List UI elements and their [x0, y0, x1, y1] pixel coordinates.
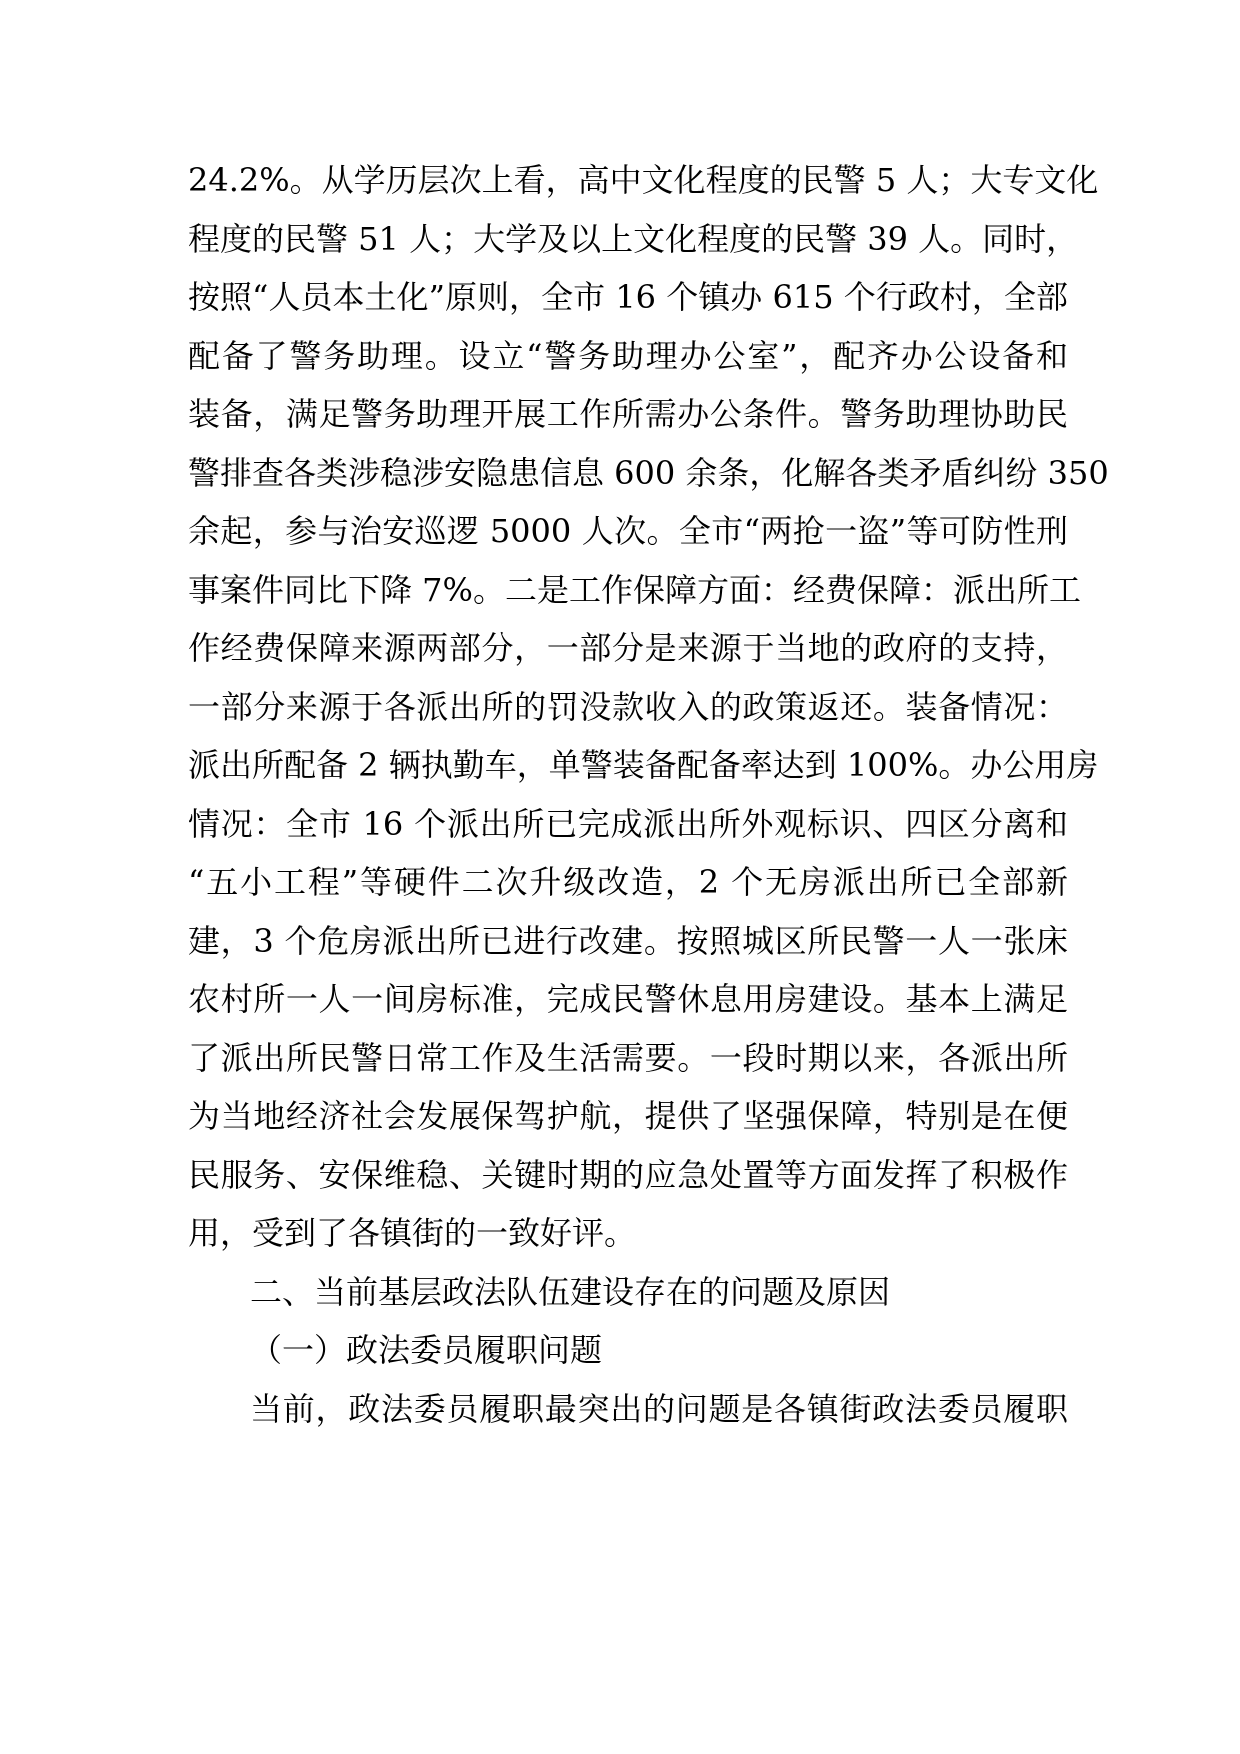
body-line: 为当地经济社会发展保驾护航，提供了坚强保障，特别是在便: [188, 1097, 1068, 1135]
body-line: 情况：全市 16 个派出所已完成派出所外观标识、四区分离和: [188, 805, 1068, 843]
body-line: “五小工程”等硬件二次升级改造，2 个无房派出所已全部新: [188, 863, 1068, 901]
body-line: 建，3 个危房派出所已进行改建。按照城区所民警一人一张床: [188, 922, 1068, 960]
body-line: 当前，政法委员履职最突出的问题是各镇街政法委员履职: [250, 1390, 1068, 1428]
body-line: 配备了警务助理。设立“警务助理办公室”，配齐办公设备和: [188, 337, 1068, 375]
body-line: 农村所一人一间房标准，完成民警休息用房建设。基本上满足: [188, 980, 1068, 1018]
body-line: 余起，参与治安巡逻 5000 人次。全市“两抢一盗”等可防性刑: [188, 512, 1068, 550]
body-line: 事案件同比下降 7%。二是工作保障方面：经费保障：派出所工: [188, 571, 1081, 609]
body-line: 一部分来源于各派出所的罚没款收入的政策返还。装备情况：: [188, 688, 1068, 726]
body-line: 装备，满足警务助理开展工作所需办公条件。警务助理协助民: [188, 395, 1068, 433]
body-line: 程度的民警 51 人；大学及以上文化程度的民警 39 人。同时，: [188, 220, 1079, 258]
body-line: 按照“人员本土化”原则，全市 16 个镇办 615 个行政村，全部: [188, 278, 1068, 316]
body-line: 派出所配备 2 辆执勤车，单警装备配备率达到 100%。办公用房: [188, 746, 1099, 784]
body-line: 作经费保障来源两部分，一部分是来源于当地的政府的支持，: [188, 629, 1068, 667]
body-line: 民服务、安保维稳、关键时期的应急处置等方面发挥了积极作: [188, 1156, 1068, 1194]
body-line: 24.2%。从学历层次上看，高中文化程度的民警 5 人；大专文化: [188, 161, 1099, 199]
body-line: 用，受到了各镇街的一致好评。: [188, 1214, 637, 1252]
section-heading: 二、当前基层政法队伍建设存在的问题及原因: [250, 1273, 891, 1311]
subsection-heading: （一）政法委员履职问题: [250, 1331, 603, 1369]
body-line: 警排查各类涉稳涉安隐患信息 600 余条，化解各类矛盾纠纷 350: [188, 454, 1109, 492]
body-line: 了派出所民警日常工作及生活需要。一段时期以来，各派出所: [188, 1039, 1068, 1077]
